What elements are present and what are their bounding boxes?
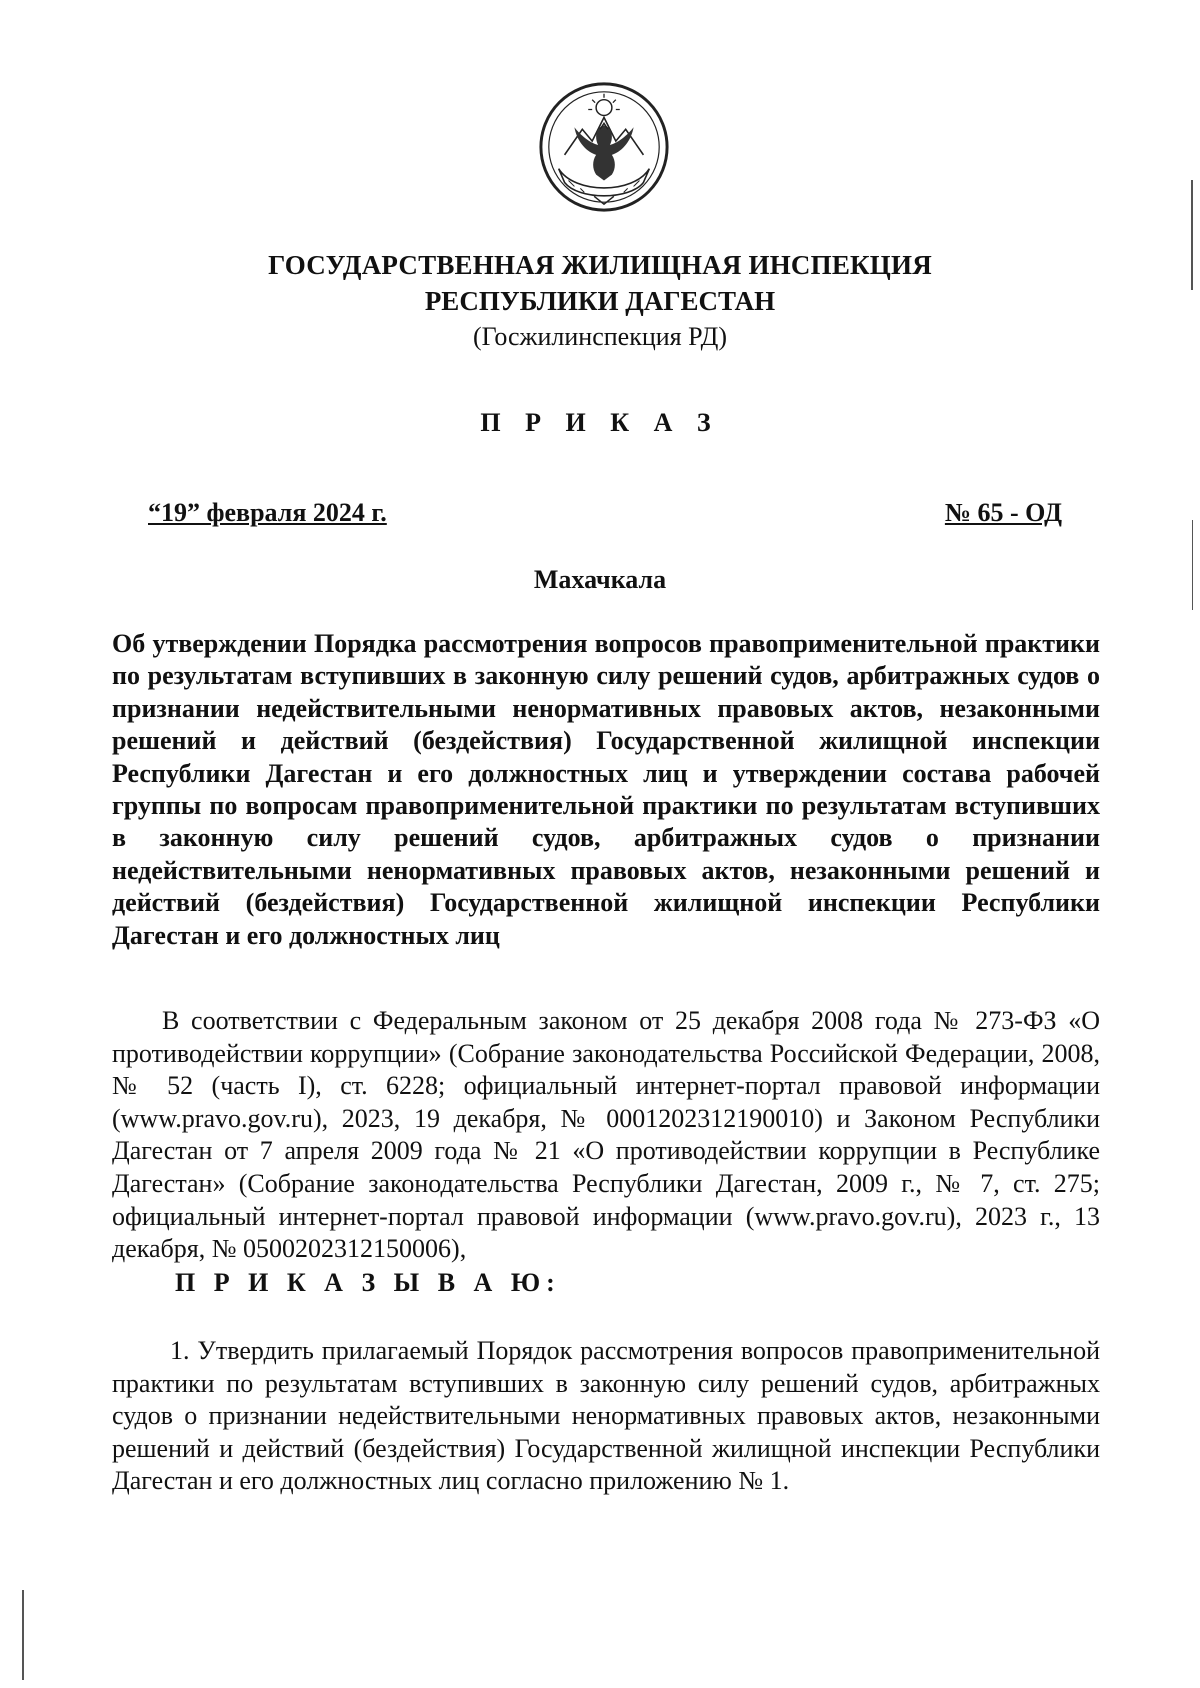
scan-edge-mark [22, 1590, 24, 1680]
document-number: № 65 - ОД [944, 498, 1062, 527]
decree-item-1: 1. Утвердить прилагаемый Порядок рассмотрения вопросов правоприменительной практики по результатам вступивших в законную силу решений судов, арбитражных судов о признании недействительными ненормативных правовых актов, незаконными решений и действий (бездействия) Государственной жилищной инспекции Республики Дагестан и его должностных лиц согласно приложению № 1. [112, 1336, 1100, 1496]
document-type: П Р И К А З [480, 408, 720, 437]
scan-edge-mark [1192, 520, 1193, 610]
document-date: “19” февраля 2024 г. [148, 498, 387, 527]
preamble-paragraph: В соответствии с Федеральным законом от 25 декабря 2008 года № 273-ФЗ «О противодействии коррупции» (Собрание законодательства Российской Федерации, 2008, № 52 (часть I), ст. 6228; официальный интернет-портал правовой информации (www.pravo.gov.ru), 2023, 19 декабря, № 0001202312190010) и Законом Республики Дагестан от 7 апреля 2009 года № 21 «О противодействии коррупции в Республике Дагестан» (Собрание законодательства Республики Дагестан, 2009 г., № 7, ст. 275; официальный интернет-портал правовой информации (www.pravo.gov.ru), 2023 г., 13 декабря, № 0500202312150006), [112, 1006, 1100, 1264]
scan-edge-mark [1191, 180, 1193, 290]
org-name-line2: РЕСПУБЛИКИ ДАГЕСТАН [424, 286, 776, 316]
dagestan-coat-of-arms-icon [535, 78, 673, 216]
city: Махачкала [533, 565, 667, 594]
document-title: Об утверждении Порядка рассмотрения вопросов правоприменительной практики по результатам вступивших в законную силу решений судов, арбитражных судов о признании недействительными ненормативных правовых актов, незаконными решений и действий (бездействия) Государственной жилищной инспекции Республики Дагестан и его должностных лиц и утверждении состава рабочей группы по вопросам правоприменительной практики по результатам вступивших в законную силу решений судов, арбитражных судов о признании недействительными ненормативных правовых актов, незаконными решений и действий (бездействия) Государственной жилищной инспекции Республики Дагестан и его должностных лиц [112, 629, 1100, 950]
org-name-line1: ГОСУДАРСТВЕННАЯ ЖИЛИЩНАЯ ИНСПЕКЦИЯ [268, 250, 932, 280]
decree-heading: П Р И К А З Ы В А Ю: [175, 1268, 561, 1297]
org-short-name: (Госжилинспекция РД) [472, 322, 728, 351]
